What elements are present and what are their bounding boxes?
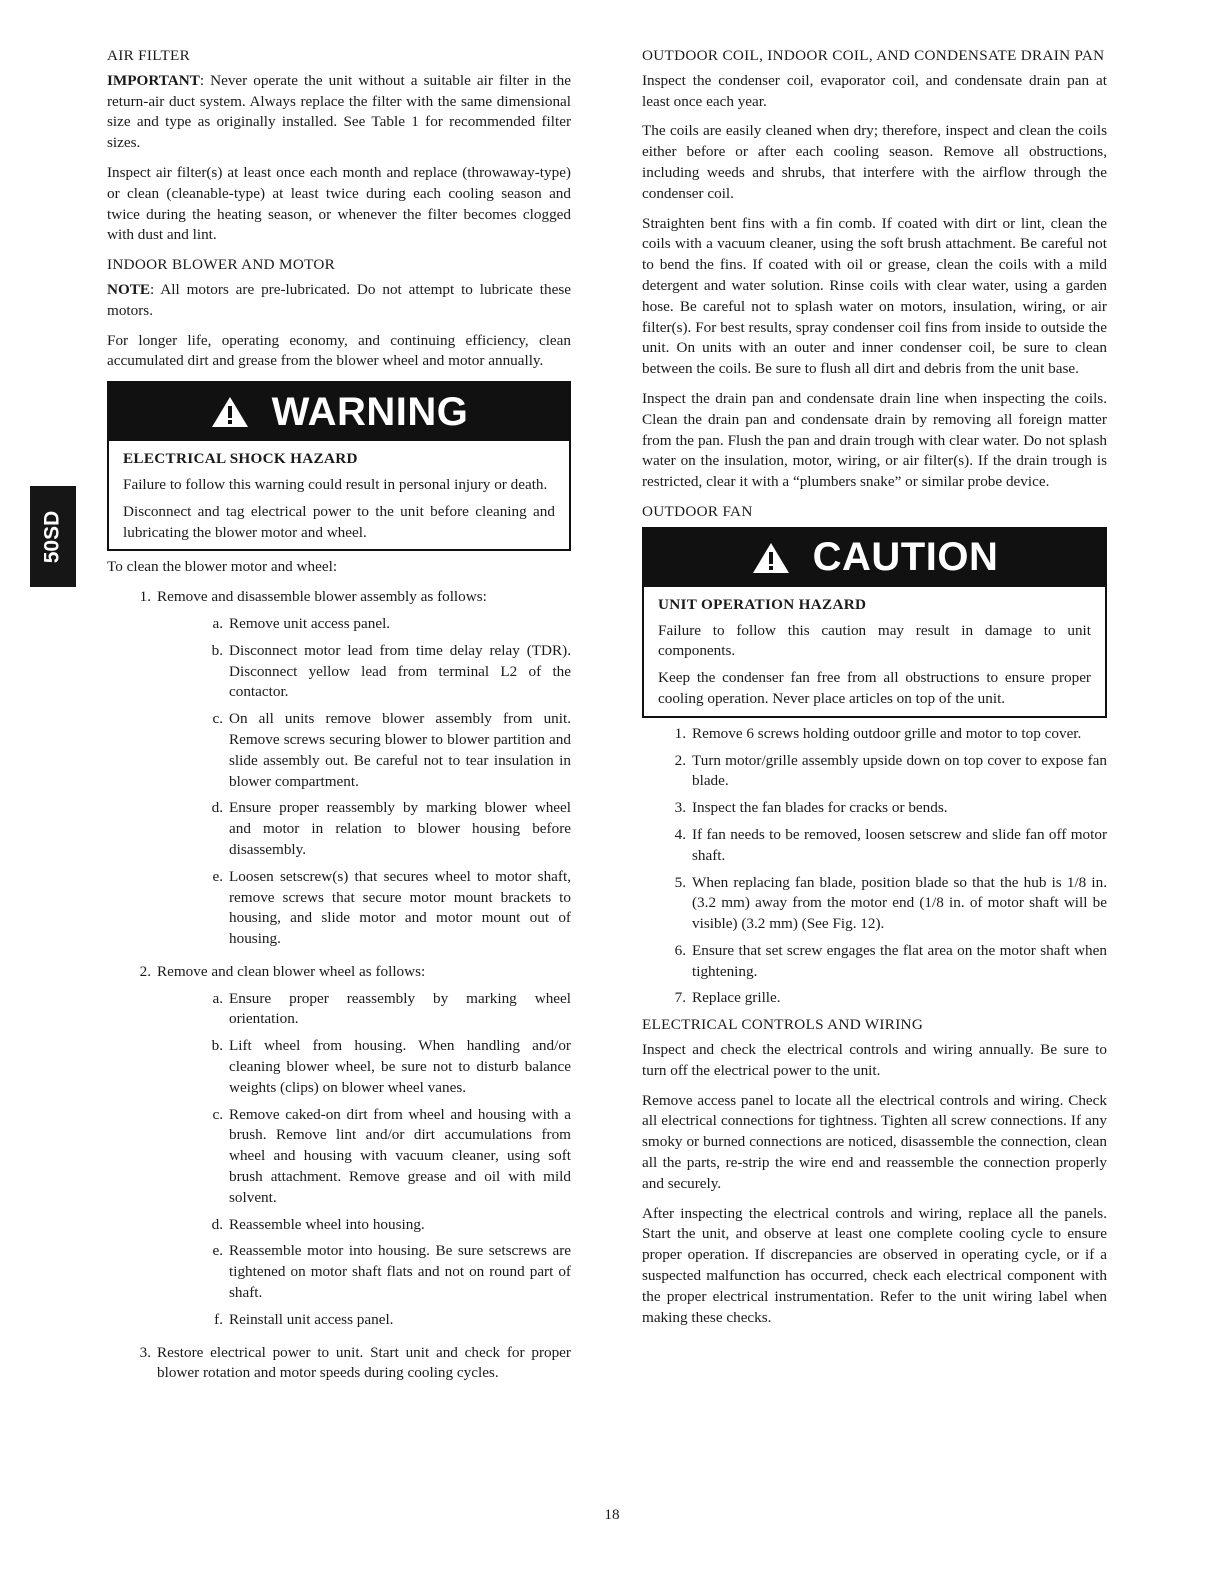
step-text: Turn motor/grille assembly upside down on top cover to expose fan blade. — [692, 751, 1107, 790]
step-text: Restore electrical power to unit. Start unit and check for proper blower rotation and motor speeds during cooling cycles. — [157, 1343, 571, 1382]
sub-step-text: Remove unit access panel. — [229, 614, 391, 632]
list-item — [157, 1310, 571, 1331]
list-item — [107, 1343, 571, 1385]
sub-step-text: On all units remove blower assembly from unit. Remove screws securing blower to blower partition and slide assembly out. Be careful not to tear insulation in blower compartment. — [229, 710, 571, 790]
blower-heading: INDOOR BLOWER AND MOTOR — [107, 256, 336, 274]
step-number: 7. — [674, 989, 686, 1007]
step-number: 1. — [139, 588, 151, 606]
list-item — [157, 614, 571, 635]
warning-triangle-icon — [210, 395, 250, 429]
list-item — [642, 798, 1107, 819]
electrical-paragraph-3: After inspecting the electrical controls and wiring, replace all the panels. Start the unit, and observe at least one complete cooling cycle to ensure proper operation. If discrepancies are observed in operating cycle, or if a suspected malfunction has occurred, check each electrical component with the proper electrical instrumentation. Refer to the unit wiring label when making these checks. — [642, 1204, 1107, 1326]
sub-step-number: e. — [212, 867, 223, 885]
sub-step-number: d. — [211, 799, 223, 817]
sub-step-number: c. — [212, 710, 223, 728]
sub-steps — [157, 614, 571, 950]
step-text: Inspect the fan blades for cracks or bends. — [692, 799, 948, 817]
sub-step-text: Loosen setscrew(s) that secures wheel to motor shaft, remove screws that secure motor mount brackets to housing, and slide motor and motor mount out of housing. — [229, 867, 571, 948]
list-item — [642, 825, 1107, 867]
step-text: Remove and disassemble blower assembly as follows: — [157, 588, 487, 606]
step-number: 4. — [674, 825, 686, 843]
step-number: 3. — [139, 1343, 151, 1361]
list-item — [642, 751, 1107, 793]
blower-steps — [107, 587, 571, 1384]
coil-paragraph-2: The coils are easily cleaned when dry; therefore, inspect and clean the coils either before or after each cooling season. Remove all obstructions, including weeds and shrubs, that interfere with the airflow through the condenser coil. — [642, 122, 1107, 202]
warning-text-2: Disconnect and tag electrical power to the unit before cleaning and lubricating the blower motor and wheel. — [123, 502, 555, 541]
list-item — [157, 1215, 571, 1236]
list-item — [157, 709, 571, 792]
step-number: 1. — [674, 724, 686, 742]
sub-step-text: Remove caked-on dirt from wheel and housing with a brush. Remove lint and/or dirt accumulations from wheel and housing with vacuum cleaner, using soft brush attachment. Remove grease and oil with mild solvent. — [229, 1105, 571, 1206]
list-item — [157, 1105, 571, 1209]
step-number: 5. — [674, 873, 686, 891]
sub-step-text: Ensure proper reassembly by marking blower wheel and motor in relation to blower housing before disassembly. — [229, 799, 571, 858]
caution-triangle-icon — [751, 541, 791, 575]
step-text: When replacing fan blade, position blade so that the hub is 1/8 in. (3.2 mm) away from the motor end (1/8 in. of motor shaft will be visible) (3.2 mm) (See Fig. 12). — [692, 873, 1107, 933]
note-label: NOTE — [107, 280, 151, 298]
blower-note — [107, 280, 571, 322]
sub-step-text: Disconnect motor lead from time delay relay (TDR). Disconnect yellow lead from terminal L2 of the contactor. — [229, 641, 571, 701]
blower-paragraph: For longer life, operating economy, and continuing efficiency, clean accumulated dirt and grease from the blower wheel and motor annually. — [107, 331, 571, 370]
list-item — [157, 1241, 571, 1303]
important-text: : Never operate the unit without a suitable air filter in the return-air duct system. Always replace the filter with the same dimensional size and type as originally installed. See Table 1 for recommended filter sizes. — [107, 71, 571, 152]
sub-step-text: Lift wheel from housing. When handling and/or cleaning blower wheel, be sure not to disturb balance weights (clips) on blower wheel vanes. — [229, 1037, 571, 1096]
caution-label: CAUTION — [812, 535, 999, 580]
important-label: IMPORTANT — [107, 71, 200, 89]
warning-header — [109, 383, 569, 441]
step-text: Remove 6 screws holding outdoor grille and motor to top cover. — [692, 724, 1082, 742]
list-item — [157, 641, 571, 703]
warning-label: WARNING — [271, 389, 469, 434]
caution-header — [644, 529, 1105, 587]
list-item — [642, 873, 1107, 935]
sub-step-text: Reassemble motor into housing. Be sure setscrews are tightened on motor shaft flats and not on round part of shaft. — [229, 1242, 571, 1302]
page-number: 18 — [604, 1506, 620, 1523]
step-number: 3. — [674, 799, 686, 817]
air-filter-inspect-paragraph: Inspect air filter(s) at least once each month and replace (throwaway-type) or clean (cleanable-type) at least twice during each cooling season and twice during the heating season, or whenever the filter becomes clogged with dust and lint. — [107, 163, 571, 244]
list-item — [642, 941, 1107, 983]
caution-box — [642, 527, 1107, 718]
sub-step-text: Reassemble wheel into housing. — [229, 1215, 425, 1233]
sub-step-number: c. — [212, 1105, 223, 1123]
step-text: Ensure that set screw engages the flat area on the motor shaft when tightening. — [692, 941, 1107, 980]
coil-heading: OUTDOOR COIL, INDOOR COIL, AND CONDENSATE DRAIN PAN — [642, 47, 1105, 64]
sub-step-number: a. — [212, 989, 223, 1007]
sub-step-text: Reinstall unit access panel. — [229, 1310, 394, 1328]
list-item — [157, 1036, 571, 1098]
list-item — [107, 962, 571, 1337]
sub-step-number: b. — [211, 641, 223, 659]
left-column — [107, 46, 571, 1390]
list-item — [157, 867, 571, 950]
warning-title: ELECTRICAL SHOCK HAZARD — [123, 450, 358, 468]
side-tab — [30, 486, 76, 587]
sub-step-number: f. — [214, 1310, 223, 1328]
outdoor-fan-heading: OUTDOOR FAN — [642, 502, 753, 520]
right-column — [642, 46, 1107, 1337]
note-text: : All motors are pre-lubricated. Do not attempt to lubricate these motors. — [107, 280, 571, 319]
caution-text-1: Failure to follow this caution may result in damage to unit components. — [658, 621, 1091, 660]
step-text: Replace grille. — [692, 989, 781, 1007]
caution-text-2: Keep the condenser fan free from all obstructions to ensure proper cooling operation. Never place articles on top of the unit. — [658, 669, 1091, 707]
step-number: 2. — [674, 751, 686, 769]
step-text: Remove and clean blower wheel as follows: — [157, 962, 426, 980]
caution-title: UNIT OPERATION HAZARD — [658, 595, 867, 613]
sub-step-number: d. — [211, 1215, 223, 1233]
warning-body — [109, 441, 569, 543]
coil-paragraph-4: Inspect the drain pan and condensate drain line when inspecting the coils. Clean the drain pan and condensate drain by removing all foreign matter from the pan. Flush the pan and drain trough with clear water. Do not splash water on the insulation, motor, wiring, or air filter(s). If the drain trough is restricted, clear it with a “plumbers snake” or similar probe device. — [642, 389, 1107, 491]
warning-box — [107, 381, 571, 551]
sub-steps — [157, 989, 571, 1331]
list-item — [642, 988, 1107, 1009]
list-item — [157, 989, 571, 1031]
electrical-paragraph-2: Remove access panel to locate all the electrical controls and wiring. Check all electrical connections for tightness. Tighten all screw connections. If any smoky or burned connections are noticed, disassemble the connection, clean all the parts, re-strip the wire end and reassemble the connection properly and securely. — [642, 1091, 1107, 1192]
step-number: 6. — [674, 941, 686, 959]
list-item — [107, 587, 571, 956]
step-number: 2. — [139, 962, 151, 980]
step-text: If fan needs to be removed, loosen setscrew and slide fan off motor shaft. — [692, 825, 1107, 864]
blower-clean-intro: To clean the blower motor and wheel: — [107, 558, 338, 576]
fan-steps — [642, 724, 1107, 1010]
electrical-paragraph-1: Inspect and check the electrical controls and wiring annually. Be sure to turn off the electrical power to the unit. — [642, 1041, 1107, 1079]
caution-body — [644, 587, 1105, 710]
sub-step-number: e. — [212, 1242, 223, 1260]
coil-paragraph-3: Straighten bent fins with a fin comb. If coated with dirt or lint, clean the coils with a vacuum cleaner, using the soft brush attachment. Be careful not to bend the fins. If coated with oil or grease, clean the coils with a mild detergent and water solution. Rinse coils with clear water, using a garden hose. Be careful not to splash water on motors, insulation, wiring, or air filter(s). For best results, spray condenser coil fins from inside to outside the unit. On units with an outer and inner condenser coil, be sure to clean between the coils. Be sure to flush all dirt and debris from the unit base. — [642, 214, 1107, 378]
sub-step-text: Ensure proper reassembly by marking wheel orientation. — [229, 989, 571, 1028]
coil-paragraph-1: Inspect the condenser coil, evaporator coil, and condensate drain pan at least once each year. — [642, 71, 1107, 110]
list-item — [642, 724, 1107, 745]
sub-step-number: a. — [212, 614, 223, 632]
list-item — [157, 798, 571, 860]
electrical-heading: ELECTRICAL CONTROLS AND WIRING — [642, 1016, 924, 1034]
air-filter-heading: AIR FILTER — [107, 47, 191, 64]
warning-text-1: Failure to follow this warning could result in personal injury or death. — [123, 475, 548, 493]
sub-step-number: b. — [211, 1037, 223, 1055]
air-filter-important — [107, 71, 571, 154]
side-tab-label: 50SD — [40, 510, 64, 563]
